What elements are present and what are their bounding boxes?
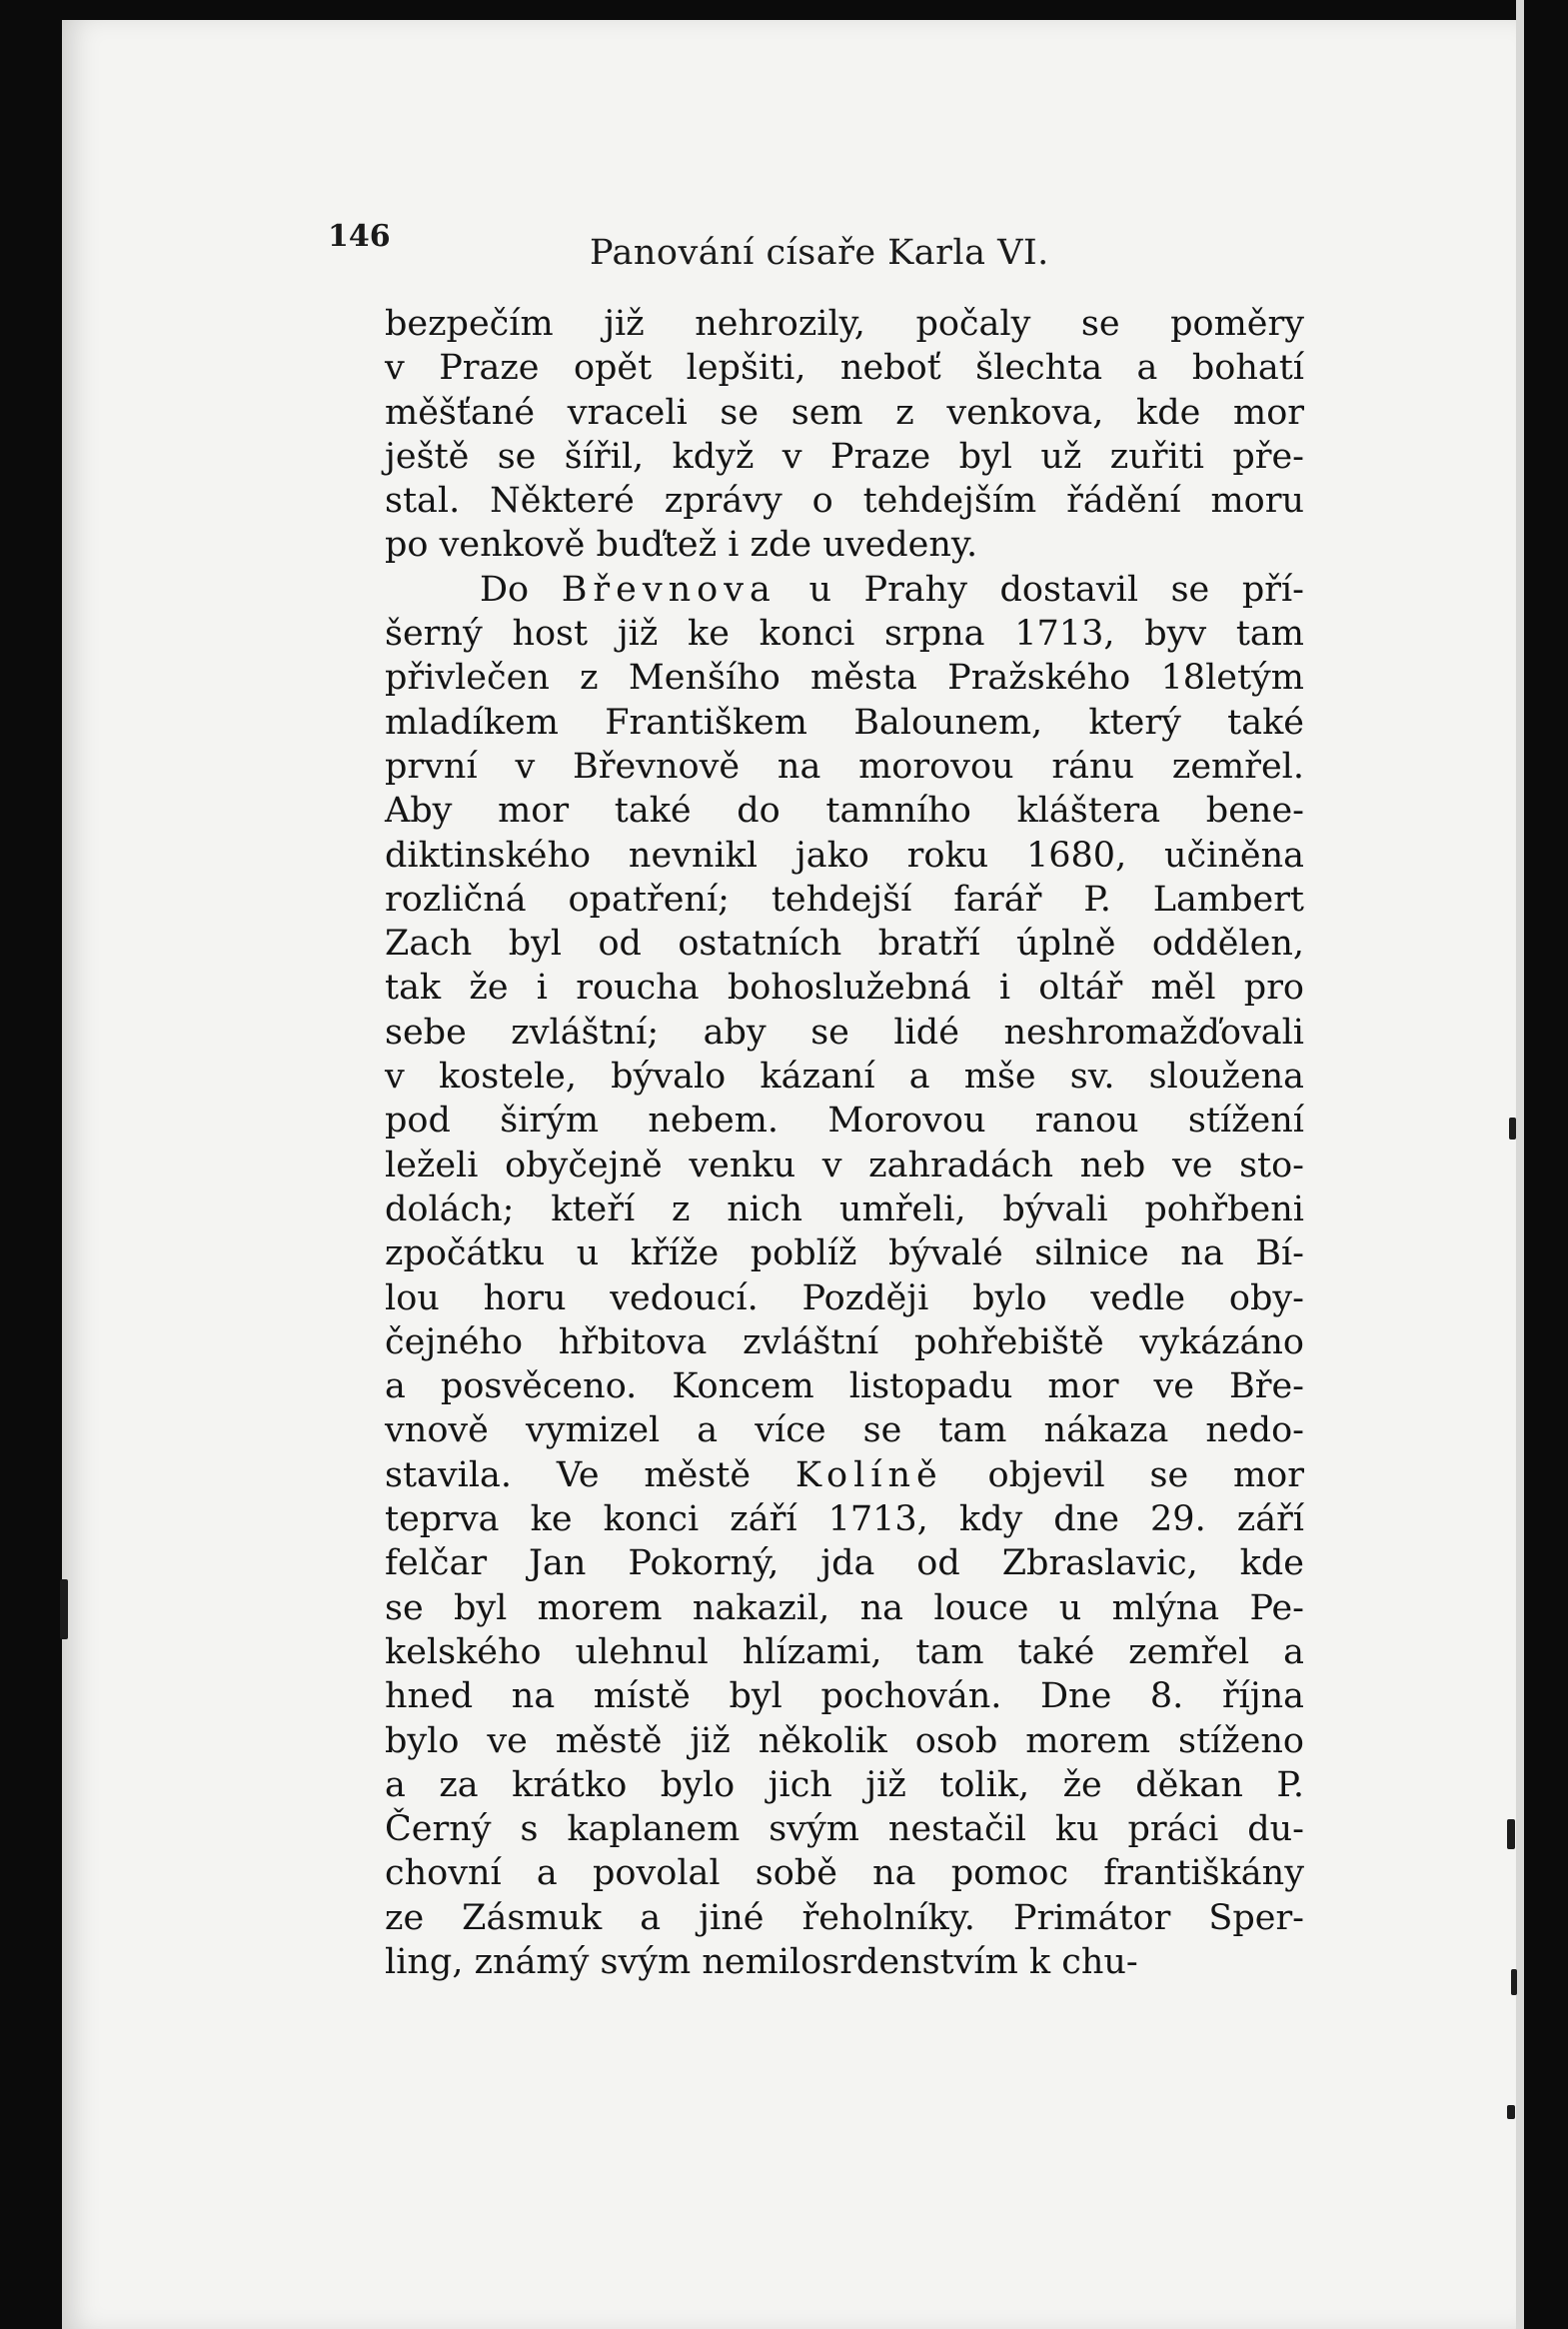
body-text [385,302,1304,1984]
text-line: teprva ke konci září 1713, kdy dne 29. září [385,1499,1304,1540]
text-line: hned na místě byl pochován. Dne 8. října [385,1676,1304,1717]
page-header [328,215,1147,275]
text-line: šerný host již ke konci srpna 1713, byv tam [385,614,1304,655]
text-line: Černý s kaplanem svým nestačil ku práci du- [385,1809,1304,1850]
text-line: dolách; kteří z nich umřeli, bývali pohřbeni [385,1188,1304,1229]
text-line: tak že i roucha bohoslužebná i oltář měl pro [385,968,1304,1009]
text-line: Aby mor také do tamního kláštera bene- [385,791,1304,832]
text-line: přivlečen z Menšího města Pražského 18letým [385,658,1304,699]
running-title: Panování císaře Karla VI. [590,233,1049,273]
text-line: pod širým nebem. Morovou ranou stížení [385,1101,1304,1142]
text-line: ling, známý svým nemilosrdenstvím k chu- [385,1941,1138,1982]
text-line: lou horu vedoucí. Později bylo vedle oby- [385,1277,1304,1318]
scan-speck [1507,2105,1515,2119]
scan-speck [1507,1819,1515,1849]
text-line: se byl morem nakazil, na louce u mlýna Pe- [385,1587,1304,1628]
place-name-brevnov: Břevnova [561,569,777,610]
text-line: vnově vymizel a více se tam nákaza nedo- [385,1410,1304,1451]
text-line: měšťané vraceli se sem z venkova, kde mor [385,392,1304,433]
text-line: diktinského nevnikl jako roku 1680, učiněna [385,835,1304,876]
text-line: felčar Jan Pokorný, jda od Zbraslavic, kde [385,1543,1304,1584]
text-line: ze Zásmuk a jiné řeholníky. Primátor Sper- [385,1897,1304,1938]
text-fragment: objevil se mor [987,1454,1304,1495]
text-line: v kostele, bývalo kázaní a mše sv. sloužena [385,1057,1304,1098]
text-line: kelského ulehnul hlízami, tam také zemřel a [385,1631,1304,1672]
text-line: Zach byl od ostatních bratří úplně oddělen, [385,924,1304,965]
text-line: čejného hřbitova zvláštní pohřebiště vykázáno [385,1321,1304,1362]
scan-speck [1509,1118,1516,1140]
scan-speck [1511,1969,1517,1995]
text-fragment: stavila. Ve městě [385,1454,752,1495]
page-edge [1516,0,1524,2329]
text-line: rozličná opatření; tehdejší farář P. Lambert [385,879,1304,920]
text-line [385,568,1304,612]
scan-speck [60,1579,68,1639]
text-line: a posvěceno. Koncem listopadu mor ve Bře- [385,1366,1304,1407]
text-line: sebe zvláštní; aby se lidé neshromažďovali [385,1012,1304,1053]
text-line: chovní a povolal sobě na pomoc františkány [385,1853,1304,1894]
text-line: leželi obyčejně venku v zahradách neb ve sto- [385,1145,1304,1185]
text-line: bylo ve městě již několik osob morem stíženo [385,1720,1304,1761]
page-number: 146 [328,219,391,254]
text-line [385,1453,1304,1497]
text-line: ještě se šířil, když v Praze byl už zuřiti pře- [385,436,1304,477]
text-line: mladíkem Františkem Balounem, který také [385,702,1304,743]
text-line: stal. Některé zprávy o tehdejším řádění moru [385,481,1304,522]
text-line: zpočátku u kříže poblíž bývalé silnice na Bí- [385,1233,1304,1274]
place-name-kolin: Kolíně [794,1454,943,1495]
text-line: po venkově buďtež i zde uvedeny. [385,525,978,566]
text-fragment: Do [480,569,530,610]
text-line: bezpečím již nehrozily, počaly se poměry [385,304,1304,344]
text-fragment: u Prahy dostavil se pří- [808,569,1304,610]
text-line: a za krátko bylo jich již tolik, že děkan P. [385,1764,1304,1805]
text-line: první v Břevnově na morovou ránu zemřel. [385,746,1304,787]
text-line: v Praze opět lepšiti, neboť šlechta a bohatí [385,348,1304,389]
